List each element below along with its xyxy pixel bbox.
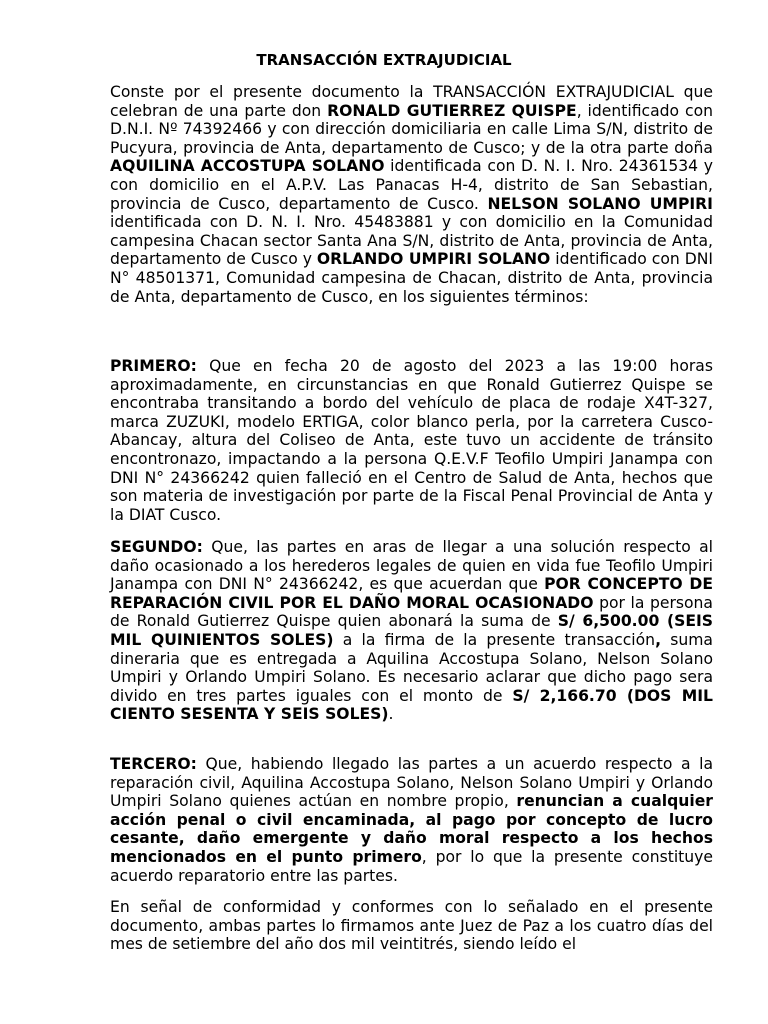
intro-text: , identificado con D.N.I. Nº 74392466 y con dirección domiciliaria en calle Lima S/N, distrito de Pucyura, provincia de Anta, departamento de Cusco; y de la otra parte doña xyxy=(110,101,713,157)
paragraph-tercero xyxy=(110,755,713,885)
intro-text: identificada con D. N. I. Nro. 24361534 y con domicilio en el A.P.V. Las Panacas H-4, distrito de San Sebastian, provincia de Cusco, departamento de Cusco. xyxy=(110,157,713,213)
intro-text: identificado con DNI N° 48501371, Comunidad campesina de Chacan, distrito de Anta, provincia de Anta, departamento de Cusco, en los siguientes términos: xyxy=(110,250,714,306)
document-title: TRANSACCIÓN EXTRAJUDICIAL xyxy=(256,51,512,69)
clause-heading: PRIMERO: xyxy=(110,357,197,375)
clause-emphasis: POR CONCEPTO DE REPARACIÓN CIVIL POR EL DAÑO MORAL OCASIONADO xyxy=(110,575,713,612)
amount-share: S/ 2,166.70 (DOS MIL CIENTO SESENTA Y SEIS SOLES) xyxy=(110,686,713,724)
party-name-nelson: NELSON SOLANO UMPIRI xyxy=(487,194,713,213)
clause-emphasis: , xyxy=(655,630,661,649)
paragraph-primero xyxy=(110,357,713,524)
intro-text: Conste por el presente documento la TRANSACCIÓN EXTRAJUDICIAL que celebran de una parte don xyxy=(110,83,713,120)
party-name-aquilina: AQUILINA ACCOSTUPA SOLANO xyxy=(110,157,385,176)
clause-text: a la firma de la presente transacción xyxy=(333,630,656,649)
clause-text: , por lo que la presente constituye acuerdo reparatorio entre las partes. xyxy=(110,847,713,885)
clause-text: . xyxy=(388,705,394,724)
closing-text: En señal de conformidad y conformes con lo señalado en el presente documento, ambas partes lo firmamos ante Juez de Paz a los cuatro días del mes de setiembre del año dos mil veintitrés, siendo leído el xyxy=(110,898,713,954)
clause-heading: SEGUNDO: xyxy=(110,538,203,556)
clause-text: Que en fecha 20 de agosto del 2023 a las 19:00 horas aproximadamente, en circunstancias en que Ronald Gutierrez Quispe se encontraba transitando a bordo del vehículo de placa de rodaje X4T-327, marca ZUZUKI, modelo ERTIGA, color blanco perla, por la carretera Cusco-Abancay, altura del Coliseo de Anta, este tuvo un accidente de tránsito encontronazo, impactando a la persona Q.E.V.F Teofilo Umpiri Janampa con DNI N° 24366242 quien falleció en el Centro de Salud de Anta, hechos que son materia de investigación por parte de la Fiscal Penal Provincial de Anta y la DIAT Cusco. xyxy=(110,357,713,524)
clause-emphasis: renuncian a cualquier acción penal o civil encaminada, al pago por concepto de lucro cesante, daño emergente y daño moral respecto a los hechos mencionados en el punto primero xyxy=(110,792,713,866)
paragraph-cierre xyxy=(110,898,713,954)
clause-text: suma dineraria que es entregada a Aquilina Accostupa Solano, Nelson Solano Umpiri y Orlando Umpiri Solano. Es necesario aclarar que dicho pago sera divido en tres partes iguales con el monto de xyxy=(110,630,713,705)
clause-text: Que, las partes en aras de llegar a una solución respecto al daño ocasionado a los herederos legales de quien en vida fue Teofilo Umpiri Janampa con DNI N° 24366242, es que acuerdan que xyxy=(110,538,713,594)
paragraph-intro xyxy=(110,83,713,306)
clause-text: Que, habiendo llegado las partes a un acuerdo respecto a la reparación civil, Aquilina Accostupa Solano, Nelson Solano Umpiri y Orlando Umpiri Solano quienes actúan en nombre propio, xyxy=(110,755,713,811)
intro-text: identificada con D. N. I. Nro. 45483881 y con domicilio en la Comunidad campesina Chacan sector Santa Ana S/N, distrito de Anta, provincia de Anta, departamento de Cusco y xyxy=(110,213,713,269)
paragraph-segundo xyxy=(110,538,713,724)
clause-text: por la persona de Ronald Gutierrez Quispe quien abonará la suma de xyxy=(110,593,713,631)
party-name-ronald: RONALD GUTIERREZ QUISPE xyxy=(327,101,577,120)
clause-heading: TERCERO: xyxy=(110,755,197,773)
party-name-orlando: ORLANDO UMPIRI SOLANO xyxy=(316,250,551,269)
amount-total: S/ 6,500.00 (SEIS MIL QUINIENTOS SOLES) xyxy=(110,612,714,649)
